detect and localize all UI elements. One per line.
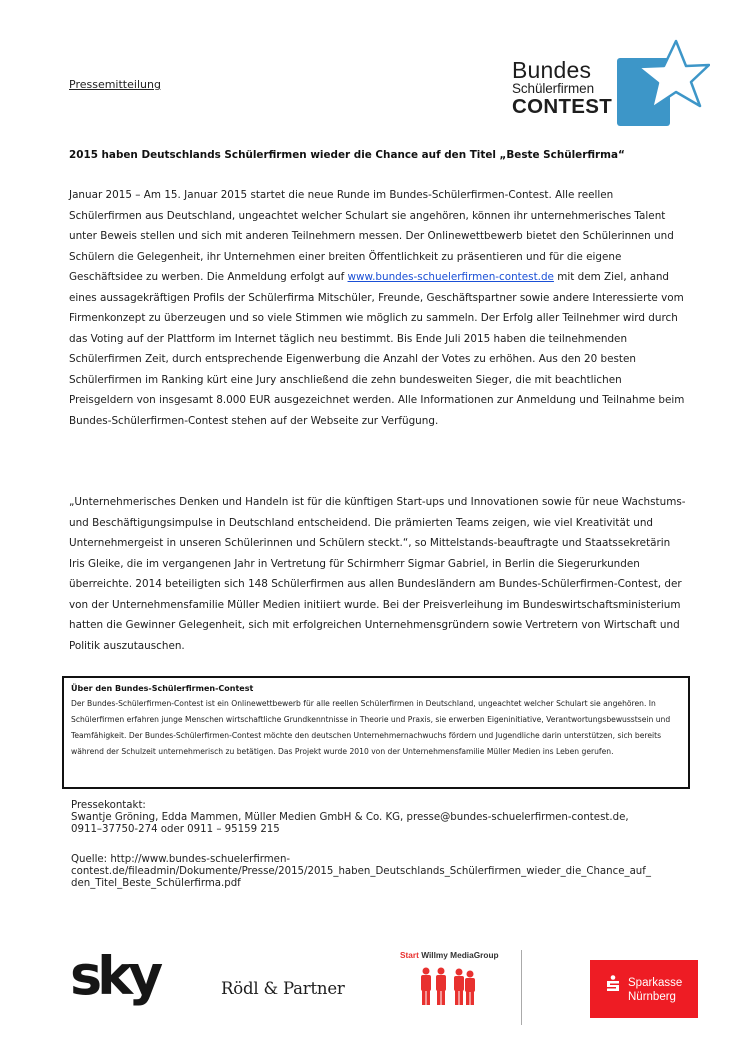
press-contact-line: Swantje Gröning, Edda Mammen, Müller Medien GmbH & Co. KG, presse@bundes-schuelerfirmen-contest.de,: [71, 812, 629, 823]
headline: 2015 haben Deutschlands Schülerfirmen wieder die Chance auf den Titel „Beste Schülerfirma“: [69, 149, 625, 161]
sparkasse-line: Sparkasse: [628, 977, 683, 989]
star-icon: [614, 38, 710, 130]
logo-line-bundes: Bundes: [512, 57, 592, 83]
willmy-mediagroup-logo: [400, 950, 530, 1030]
press-contact-line: 0911–37750-274 oder 0911 – 95159 215: [71, 824, 280, 835]
paragraph-text: Januar 2015 – Am 15. Januar 2015 startet die neue Runde im Bundes-Schülerfirmen-Contest. Alle reellen Schülerfirmen aus Deutschland, ungeachtet welcher Schulart sie angehören, können ihr unternehmerisches Talent unter Beweis stellen und sich mit anderen Teilnehmern messen. Der Onlinewettbewerb bietet den Schülerinnen und Schülern die Gelegenheit, ihr Unternehmen einer breiten Öffentlichkeit zu präsentieren und für die eigene Geschäftsidee zu werben. Die Anmeldung erfolgt auf: [69, 189, 674, 283]
press-release-label: Pressemitteilung: [69, 78, 161, 91]
contest-website-link[interactable]: www.bundes-schuelerfirmen-contest.de: [347, 271, 554, 283]
about-contest-box: [62, 676, 690, 789]
willmy-start-text: Start: [400, 950, 419, 960]
sparkasse-line: Nürnberg: [628, 991, 676, 1003]
source-line: den_Titel_Beste_Schülerfirma.pdf: [71, 878, 241, 889]
about-box-text: Der Bundes-Schülerfirmen-Contest ist ein Onlinewettbewerb für alle reellen Schülerfirmen in Deutschland, ungeachtet welcher Schulart sie angehören. In Schülerfirmen erfahren junge Menschen wirtschaftliche Grundkenntnisse in Theorie und Praxis, sie erwerben Eigeninitiative, Verantwortungsbewusstsein und Teamfähigkeit. Der Bundes-Schülerfirmen-Contest möchte den deutschen Unternehmernachwuchs fördern und Jugendliche darin unterstützen, sich bereits während der Schulzeit unternehmerisch zu betätigen. Das Projekt wurde 2010 von der Unternehmensfamilie Müller Medien ins Leben gerufen.: [71, 699, 671, 756]
source-line: contest.de/fileadmin/Dokumente/Presse/2015/2015_haben_Deutschlands_Schülerfirmen_wieder_die_Chance_auf_: [71, 866, 651, 877]
sparkasse-name: [628, 976, 682, 1004]
sparkasse-nuernberg-logo: [590, 960, 698, 1018]
sparkasse-s-icon: [606, 975, 620, 993]
people-group-icon: [418, 967, 484, 1007]
divider: [521, 950, 522, 1025]
about-box-title: Über den Bundes-Schülerfirmen-Contest: [71, 684, 254, 693]
body-paragraph-2: „Unternehmerisches Denken und Handeln ist für die künftigen Start-ups und Innovationen sowie für neue Wachstums- und Beschäftigungsimpulse in Deutschland entscheidend. Die prämierten Teams zeigen, wie viel Kreativität und Unternehmergeist in unseren Schülerinnen und Schülern steckt.“, so Mittelstands-beauftragte und Staatssekretärin Iris Gleike, die im vergangenen Jahr in Vertretung für Schirmherr Sigmar Gabriel, in Berlin die Siegerurkunden überreichte. 2014 beteiligten sich 148 Schülerfirmen aus allen Bundesländern am Bundes-Schülerfirmen-Contest, der von der Unternehmensfamilie Müller Medien initiiert wurde. Bei der Preisverleihung im Bundeswirtschaftsministerium hatten die Gewinner Gelegenheit, sich mit erfolgreichen Unternehmensgründern sowie Vertretern von Wirtschaft und Politik auszutauschen.: [69, 496, 686, 652]
roedl-partner-logo: Rödl & Partner: [221, 979, 345, 998]
sky-logo-icon: [70, 954, 185, 1012]
willmy-name-text: Willmy MediaGroup: [418, 950, 499, 960]
paragraph-text: mit dem Ziel, anhand eines aussagekräftigen Profils der Schülerfirma Mitschüler, Freunde, Geschäftspartner sowie andere Interessierte vom Firmenkonzept zu überzeugen und so viele Stimmen wie möglich zu sammeln. Der Erfolg aller Teilnehmer wird durch das Voting auf der Plattform im Internet täglich neu bestimmt. Bis Ende Juli 2015 haben die teilnehmenden Schülerfirmen Zeit, durch entsprechende Eigenwerbung die Anzahl der Votes zu erhöhen. Aus den 20 besten Schülerfirmen im Ranking kürt eine Jury anschließend die zehn bundesweiten Sieger, die mit beachtlichen Preisgeldern von insgesamt 8.000 EUR ausgezeichnet werden. Alle Informationen zur Anmeldung und Teilnahme beim Bundes-Schülerfirmen-Contest stehen auf der Webseite zur Verfügung.: [69, 271, 685, 427]
press-contact: [71, 800, 721, 836]
body-paragraph-1: [69, 185, 689, 431]
logo-line-contest: CONTEST: [512, 95, 613, 118]
bundes-schuelerfirmen-contest-logo: [510, 38, 710, 130]
svg-text:sky: sky: [70, 954, 159, 1007]
logo-wordmark: [512, 58, 620, 117]
source-line: Quelle: http://www.bundes-schuelerfirmen-: [71, 854, 291, 865]
logo-line-schuelerfirmen: Schülerfirmen: [512, 81, 594, 96]
press-contact-label: Pressekontakt:: [71, 800, 146, 811]
source-reference: [71, 854, 721, 890]
willmy-wordmark: [400, 950, 499, 960]
